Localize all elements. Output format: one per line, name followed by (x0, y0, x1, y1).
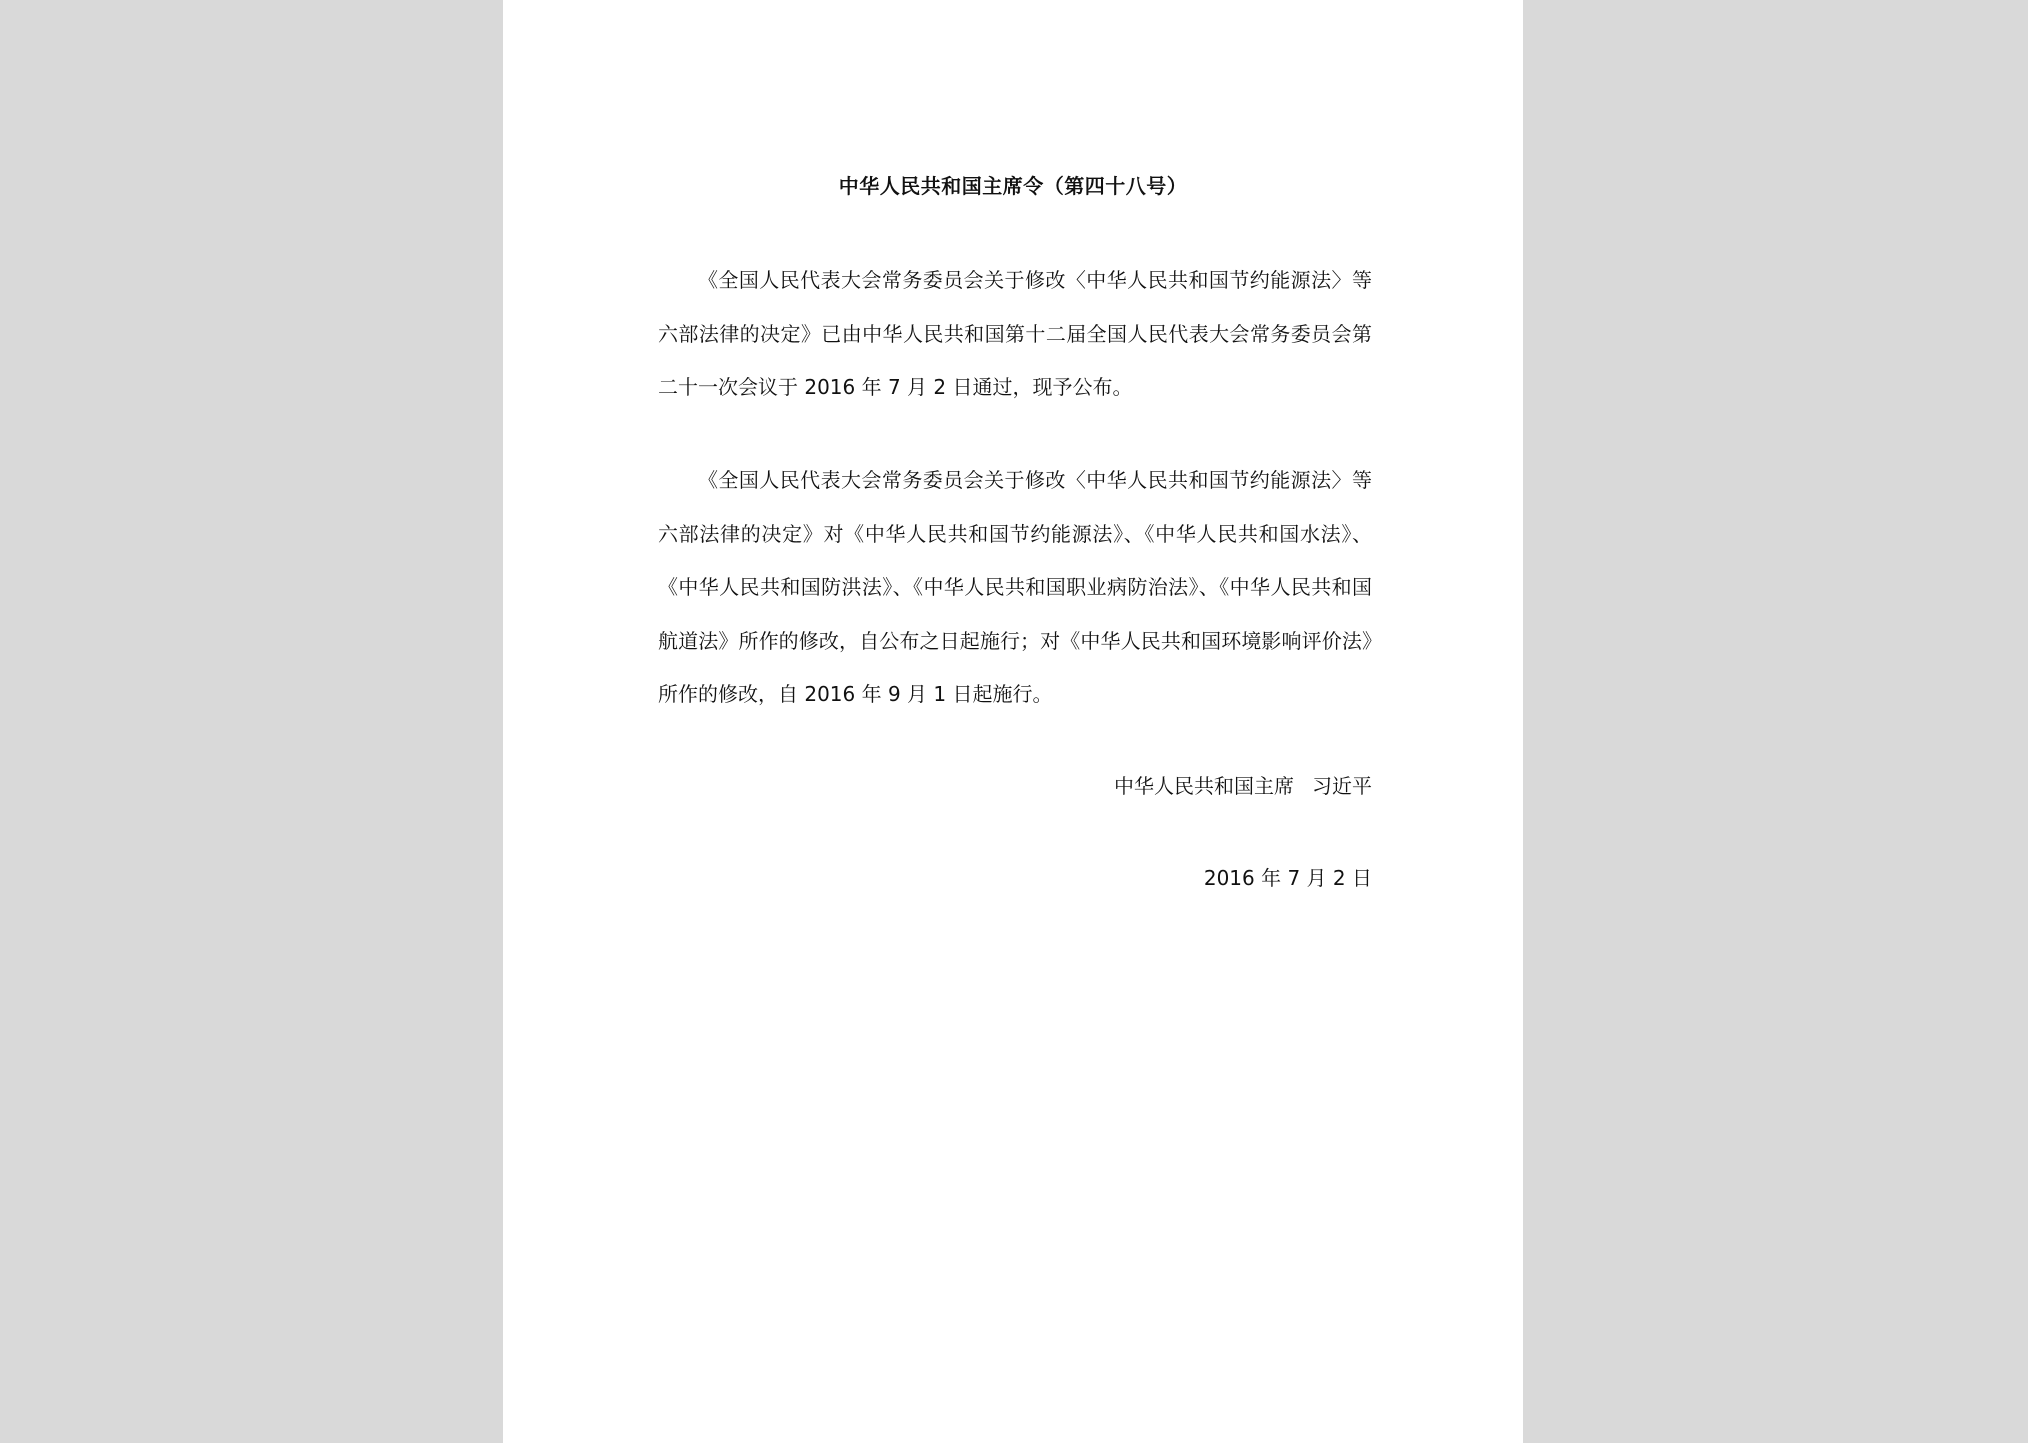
paragraph-2 (658, 454, 1372, 722)
document-title: 中华人民共和国主席令（第四十八号） (838, 174, 1188, 198)
document-page (503, 0, 1523, 1443)
paragraph-1 (658, 254, 1372, 415)
paragraph-text: 《全国人民代表大会常务委员会关于修改〈中华人民共和国节约能源法〉等六部法律的决定》对《中华人民共和国节约能源法》、《中华人民共和国水法》、《中华人民共和国防洪法》、《中华人民共和国职业病防治法》、《中华人民共和国航道法》所作的修改，自公布之日起施行；对《中华人民共和国环境影响评价法》所作的修改，自 2016 年 9 月 1 日起施行。 (658, 468, 1372, 706)
signature-name: 习近平 (1312, 774, 1372, 798)
document-date: 2016 年 7 月 2 日 (1203, 866, 1372, 890)
paragraph-text: 《全国人民代表大会常务委员会关于修改〈中华人民共和国节约能源法〉等六部法律的决定》已由中华人民共和国第十二届全国人民代表大会常务委员会第二十一次会议于 2016 年 7 月 2 日通过，现予公布。 (658, 268, 1372, 399)
signature-line (658, 770, 1372, 802)
signature-office: 中华人民共和国主席 (1114, 774, 1294, 798)
